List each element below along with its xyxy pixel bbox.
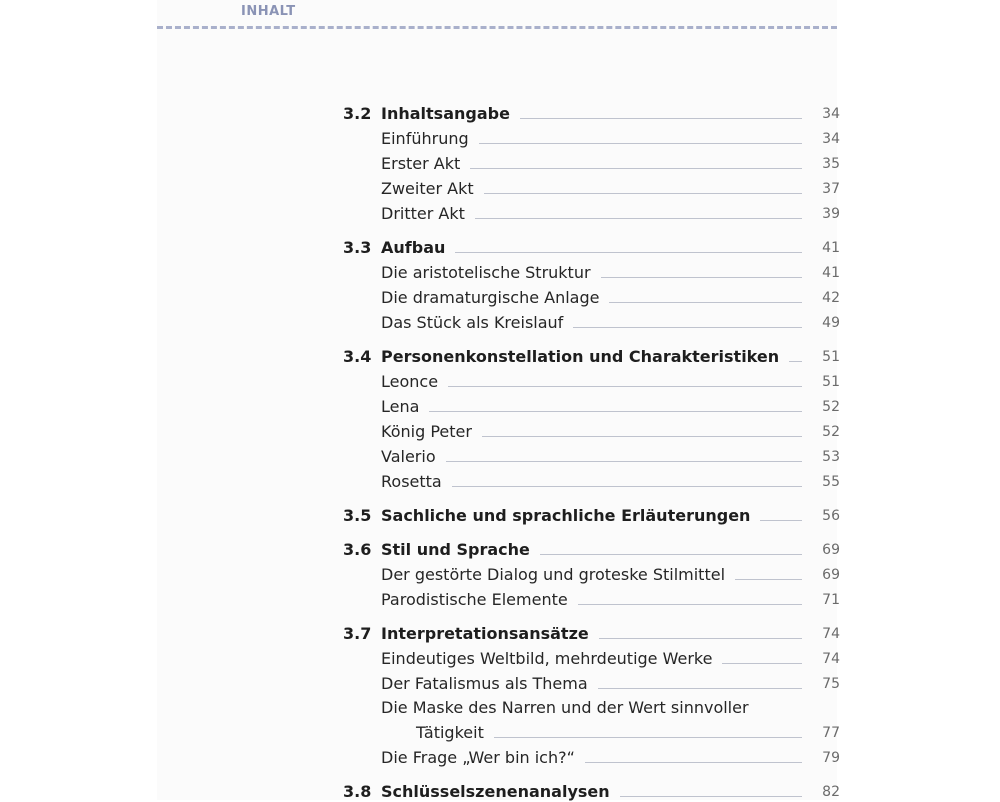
toc-entry[interactable]: [343, 670, 840, 694]
toc-page-number: 75: [822, 676, 840, 692]
toc-page-number: 34: [822, 106, 840, 122]
toc-leader-line: [446, 460, 802, 462]
toc-page-number: 69: [822, 567, 840, 583]
toc-entry-title: Der Fatalismus als Thema: [381, 674, 588, 693]
toc-page-number: 71: [822, 592, 840, 608]
toc-entry[interactable]: [343, 719, 840, 743]
toc-entry-title: Schlüsselszenenanalysen: [381, 782, 610, 801]
toc-entry-title: Der gestörte Dialog und groteske Stilmittel: [381, 565, 726, 584]
toc-entry-title: Die Frage „Wer bin ich?“: [381, 748, 575, 767]
toc-leader-line: [470, 167, 802, 169]
toc-entry-title: Leonce: [381, 372, 439, 391]
toc-chapter-entry[interactable]: [343, 778, 840, 802]
toc-entry-title: Eindeutiges Weltbild, mehrdeutige Werke: [381, 649, 713, 668]
toc-entry-title: König Peter: [381, 422, 472, 441]
toc-page-number: 41: [822, 240, 840, 256]
toc-entry-title: Stil und Sprache: [381, 540, 530, 559]
toc-chapter-entry[interactable]: [343, 234, 840, 258]
toc-page-number: 52: [822, 399, 840, 415]
toc-leader-line: [620, 795, 802, 797]
toc-leader-line: [578, 603, 802, 605]
toc-entry-title: Erster Akt: [381, 154, 461, 173]
toc-leader-line: [540, 553, 802, 555]
toc-leader-line: [759, 712, 802, 713]
toc-entry-title: Die Maske des Narren und der Wert sinnvoller: [381, 698, 749, 717]
toc-chapter-entry[interactable]: [343, 100, 840, 124]
toc-entry-number: 3.2: [343, 104, 372, 123]
toc-chapter-entry[interactable]: [343, 502, 840, 526]
toc-entry-title: Dritter Akt: [381, 204, 465, 223]
toc-page-number: 35: [822, 156, 840, 172]
toc-entry-number: 3.3: [343, 238, 372, 257]
toc-entry-title: Das Stück als Kreislauf: [381, 313, 564, 332]
toc-entry-title: Personenkonstellation und Charakteristiken: [381, 347, 780, 366]
toc-leader-line: [601, 276, 802, 278]
toc-page-number: 56: [822, 508, 840, 524]
toc-leader-line: [448, 385, 802, 387]
toc-page-number: 42: [822, 290, 840, 306]
toc-entry[interactable]: [343, 309, 840, 333]
toc-leader-line: [482, 435, 802, 437]
toc-entry[interactable]: [343, 561, 840, 585]
toc-page-number: 39: [822, 206, 840, 222]
toc-entry[interactable]: [343, 645, 840, 669]
toc-entry-title: Die dramaturgische Anlage: [381, 288, 600, 307]
toc-entry-title: Inhaltsangabe: [381, 104, 510, 123]
toc-leader-line: [429, 410, 802, 412]
toc-entry-number: 3.6: [343, 540, 372, 559]
toc-leader-line: [475, 217, 802, 219]
toc-entry[interactable]: [343, 468, 840, 492]
toc-leader-line: [484, 192, 802, 194]
toc-entry[interactable]: [343, 175, 840, 199]
toc-page-number: 53: [822, 449, 840, 465]
toc-leader-line: [455, 251, 802, 253]
toc-entry[interactable]: [343, 284, 840, 308]
toc-page-number: 51: [822, 349, 840, 365]
toc-leader-line: [494, 736, 802, 738]
toc-chapter-entry[interactable]: [343, 620, 840, 644]
toc-leader-line: [735, 578, 802, 580]
toc-entry[interactable]: [343, 744, 840, 768]
toc-page-number: 77: [822, 725, 840, 741]
toc-entry[interactable]: [343, 125, 840, 149]
toc-chapter-entry[interactable]: [343, 536, 840, 560]
toc-leader-line: [722, 662, 802, 664]
toc-entry-title: Rosetta: [381, 472, 442, 491]
toc-entry-title: Die aristotelische Struktur: [381, 263, 591, 282]
toc-page-number: 41: [822, 265, 840, 281]
toc-entry-number: 3.5: [343, 506, 372, 525]
toc-leader-line: [789, 360, 802, 362]
toc-entry[interactable]: [343, 368, 840, 392]
toc-entry-title: Interpretationsansätze: [381, 624, 589, 643]
toc-entry-title: Lena: [381, 397, 420, 416]
toc-page-number: 34: [822, 131, 840, 147]
toc-entry[interactable]: [343, 694, 840, 718]
toc-leader-line: [573, 326, 802, 328]
toc-entry-title: Einführung: [381, 129, 469, 148]
toc-leader-line: [760, 519, 802, 521]
toc-leader-line: [479, 142, 802, 144]
toc-page-number: 55: [822, 474, 840, 490]
toc-entry[interactable]: [343, 443, 840, 467]
toc-leader-line: [585, 761, 802, 763]
toc-entry-title: Tätigkeit: [416, 723, 484, 742]
toc-leader-line: [520, 117, 802, 119]
toc-page-number: 52: [822, 424, 840, 440]
toc-page-number: 74: [822, 651, 840, 667]
toc-page-number: 82: [822, 784, 840, 800]
section-header-label: INHALT: [241, 4, 296, 19]
toc-entry-title: Zweiter Akt: [381, 179, 474, 198]
toc-entry[interactable]: [343, 200, 840, 224]
toc-leader-line: [599, 637, 802, 639]
toc-entry-title: Parodistische Elemente: [381, 590, 568, 609]
toc-entry[interactable]: [343, 259, 840, 283]
toc-page-number: 51: [822, 374, 840, 390]
toc-entry-title: Sachliche und sprachliche Erläuterungen: [381, 506, 751, 525]
toc-page-number: 79: [822, 750, 840, 766]
header-dashed-rule: [157, 26, 837, 29]
toc-page-number: 49: [822, 315, 840, 331]
toc-chapter-entry[interactable]: [343, 343, 840, 367]
toc-leader-line: [609, 301, 802, 303]
toc-page-number: 37: [822, 181, 840, 197]
toc-entry-number: 3.8: [343, 782, 372, 801]
toc-entry[interactable]: [343, 586, 840, 610]
toc-entry[interactable]: [343, 393, 840, 417]
toc-entry-number: 3.4: [343, 347, 372, 366]
toc-page-number: 69: [822, 542, 840, 558]
toc-entry[interactable]: [343, 150, 840, 174]
toc-leader-line: [452, 485, 802, 487]
toc-entry-number: 3.7: [343, 624, 372, 643]
toc-leader-line: [598, 687, 802, 689]
toc-entry-title: Valerio: [381, 447, 436, 466]
toc-page-number: 74: [822, 626, 840, 642]
toc-entry-title: Aufbau: [381, 238, 446, 257]
toc-entry[interactable]: [343, 418, 840, 442]
